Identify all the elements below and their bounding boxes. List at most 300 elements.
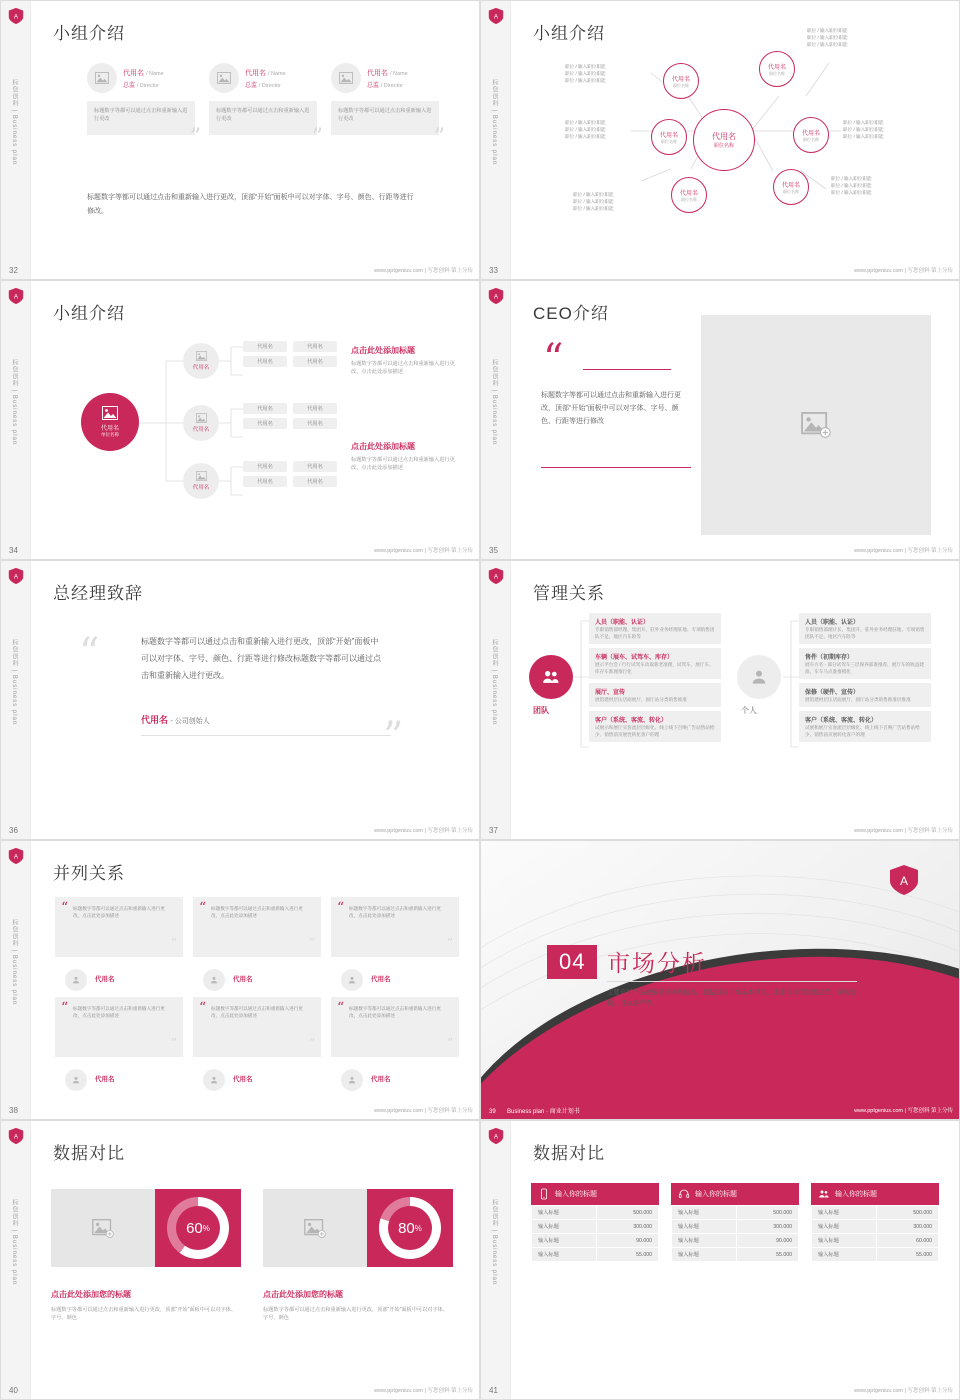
quote-close-icon: ” [383, 714, 404, 760]
card-body-box [331, 897, 459, 957]
row-label: 输入标题 [532, 1234, 597, 1248]
section-number: 04 [547, 945, 597, 979]
signature-role: - 公司创始人 [170, 718, 210, 725]
team-label: 团队 [533, 706, 549, 715]
chip: 代用名 [293, 341, 337, 352]
item-body: 展馆建材层压店面展厅，国厅站分类销售推准层推准 [805, 697, 911, 702]
svg-text:A: A [13, 853, 19, 861]
member-role-en: / Director [380, 82, 403, 89]
strip-label: 标您创料 | Business plan [491, 639, 497, 726]
leaf-line: 职位 / 输入职位职能 [843, 134, 884, 139]
quote-mark-icon: ” [311, 125, 323, 150]
person-icon [209, 1075, 219, 1085]
column-header [671, 1183, 799, 1205]
strip-label: 标您创料 | Business plan [11, 639, 17, 726]
donut-chart [379, 1197, 441, 1259]
page-title: 数据对比 [53, 1144, 125, 1163]
branch-node [183, 463, 219, 499]
page-number: 33 [489, 266, 498, 275]
root-name: 代用名 [100, 426, 119, 432]
person-label: 个人 [741, 706, 757, 715]
node-name: 代用名 [671, 76, 690, 83]
leaf-line: 职位 / 输入职位职能 [565, 120, 606, 125]
brand-logo-icon [487, 287, 505, 305]
row-value: 55.000 [877, 1248, 939, 1262]
member-name-en: / Name [389, 70, 408, 77]
item-heading: 人员（职能、认证） [595, 620, 650, 626]
quote-close-icon: ” [446, 936, 453, 950]
leaf-label-group [565, 119, 606, 140]
image-icon [217, 72, 231, 84]
block-heading: 点击此处添加您的标题 [51, 1290, 131, 1299]
page-title: 并列关系 [53, 864, 125, 883]
row-value: 90.000 [597, 1234, 659, 1248]
parallel-card [55, 997, 183, 1089]
quote-open-icon: “ [61, 900, 69, 916]
row-value: 500.000 [597, 1206, 659, 1220]
leaf-line: 职位 / 输入职位职能 [573, 206, 614, 211]
row-value: 300.000 [597, 1220, 659, 1234]
page-title: 管理关系 [533, 584, 605, 603]
donut-unit: % [202, 1223, 210, 1233]
strip-label: 标您创料 | Business plan [11, 919, 17, 1006]
row-label: 输入标题 [672, 1234, 737, 1248]
page-title: 总经理致辞 [53, 584, 143, 603]
item-heading: 客户（系统、客流、转化） [595, 718, 668, 724]
left-strip [1, 1, 31, 279]
member-role: 总监 [123, 82, 136, 89]
leaf-line: 职位 / 输入职位职能 [831, 190, 872, 195]
table-row [672, 1234, 799, 1248]
slide-body [31, 281, 479, 559]
node-name: 代用名 [659, 132, 678, 139]
table-row [532, 1206, 659, 1220]
chip: 代用名 [243, 461, 287, 472]
leaf-line: 职位 / 输入职位职能 [831, 183, 872, 188]
svg-text:A: A [493, 1133, 499, 1141]
chip: 代用名 [293, 476, 337, 487]
leaf-line: 职位 / 输入职位职能 [565, 127, 606, 132]
compare-pair [51, 1189, 241, 1267]
avatar [65, 1069, 87, 1091]
page-title: 小组介绍 [53, 304, 125, 323]
chip: 代用名 [293, 461, 337, 472]
card-body: 标题数字等都可以通过点击和重新输入进行更改，点击此处添加描述 [73, 1006, 165, 1018]
card-name: 代用名 [371, 976, 391, 983]
page-number: 34 [9, 546, 18, 555]
row-label: 输入标题 [532, 1220, 597, 1234]
item-body: 试展示和展厅实客流层层级化、线上线下召唤广告站售站给少、销售前页展性转化客户的理 [595, 725, 715, 737]
left-strip [481, 1121, 511, 1399]
parallel-card [331, 997, 459, 1089]
brand-logo-icon [487, 567, 505, 585]
page-number: 41 [489, 1386, 498, 1395]
org-node [759, 51, 795, 87]
brand-logo-icon [887, 863, 921, 897]
chip-group [243, 403, 337, 429]
quote-mark-icon: ” [189, 125, 201, 150]
item-heading: 展厅、宣传 [595, 690, 626, 696]
bottom-rule [541, 467, 691, 468]
row-label: 输入标题 [532, 1206, 597, 1220]
center-name: 代用名 [712, 132, 736, 141]
row-value: 90.000 [737, 1234, 799, 1248]
left-strip [481, 281, 511, 559]
row-label: 输入标题 [672, 1248, 737, 1262]
slide-body [31, 1121, 479, 1399]
member-name-en: / Name [267, 70, 286, 77]
add-image-icon [92, 1219, 114, 1238]
node-name: 代用名 [767, 64, 786, 71]
member-desc-box [87, 101, 201, 150]
person-icon [209, 975, 219, 985]
card-body: 标题数字等都可以通过点击和重新输入进行更改，点击此处添加描述 [349, 1006, 441, 1018]
table-row [812, 1234, 939, 1248]
compare-text-block [263, 1289, 453, 1322]
slide-36 [0, 560, 480, 840]
page-title: 小组介绍 [53, 24, 125, 43]
data-table [811, 1205, 939, 1262]
member-card [209, 63, 323, 150]
svg-text:A: A [493, 573, 499, 581]
svg-text:A: A [899, 874, 909, 888]
member-card [331, 63, 445, 150]
leaf-line: 职位 / 输入职位职能 [831, 176, 872, 181]
slide-40 [0, 1120, 480, 1400]
node-name: 代用名 [679, 190, 698, 197]
table-row [812, 1220, 939, 1234]
card-name: 代用名 [233, 1076, 253, 1083]
donut-unit: % [414, 1223, 422, 1233]
slide-38 [0, 840, 480, 1120]
note-heading: 点击此处添加标题 [351, 442, 415, 451]
row-label: 输入标题 [532, 1248, 597, 1262]
footer-site: www.pptgenius.com | 写您创料 第上分传 [374, 548, 473, 554]
member-desc: 标题数字等都可以通过点击和重新输入进行更改 [216, 108, 310, 122]
slide-37 [480, 560, 960, 840]
page-number: 38 [9, 1106, 18, 1115]
member-role: 总监 [245, 82, 258, 89]
signature-name: 代用名 [141, 715, 169, 725]
parallel-card [331, 897, 459, 989]
strip-label: 标您创料 | Business plan [11, 359, 17, 446]
slide-body [31, 1, 479, 279]
org-node [793, 117, 829, 153]
quote-open-icon: “ [61, 1000, 69, 1016]
avatar [331, 63, 361, 93]
item-heading: 人员（职能、认证） [805, 620, 860, 626]
avatar [341, 969, 363, 991]
phone-icon [538, 1188, 550, 1200]
slide-body [511, 1121, 959, 1399]
item-body: 展馆建材层压店面展厅，国厅站分类销售推准 [595, 697, 687, 702]
leaf-label-group [573, 191, 614, 212]
column-title: 输入你的标题 [695, 1191, 737, 1198]
image-icon [196, 413, 207, 423]
row-value: 500.000 [737, 1206, 799, 1220]
chip: 代用名 [243, 476, 287, 487]
quote-open-icon: “ [337, 900, 345, 916]
leaf-line: 职位 / 输入职位职能 [843, 127, 884, 132]
footer-site: www.pptgenius.com | 写您创料 第上分传 [374, 828, 473, 834]
svg-text:A: A [493, 13, 499, 21]
org-node [651, 119, 687, 155]
avatar [209, 63, 239, 93]
member-desc-box [331, 101, 445, 150]
row-value: 500.000 [877, 1206, 939, 1220]
row-label: 输入标题 [812, 1234, 877, 1248]
table-row [812, 1248, 939, 1262]
branch-name: 代用名 [192, 485, 210, 491]
leaf-label-group [807, 27, 848, 48]
block-heading: 点击此处添加您的标题 [263, 1290, 343, 1299]
image-placeholder [51, 1189, 155, 1267]
org-node [671, 177, 707, 213]
item-body: 专职销售部经理、集团开、驻外业务经理驻地、专项销售团队不足、地区汽车险等 [595, 627, 715, 639]
brand-logo-icon [487, 7, 505, 25]
card-name: 代用名 [233, 976, 253, 983]
member-desc: 标题数字等都可以通过点击和重新输入进行更改 [338, 108, 432, 122]
image-icon [196, 471, 207, 481]
parallel-card [193, 897, 321, 989]
table-row [672, 1220, 799, 1234]
left-strip [481, 1, 511, 279]
image-icon [196, 351, 207, 361]
avatar [65, 969, 87, 991]
note-body: 标题数字等都可以通过点击和重新输入进行更改，点击此处添加描述 [351, 457, 455, 471]
donut-label [176, 1206, 220, 1250]
chip: 代用名 [243, 356, 287, 367]
slide-body [511, 1, 959, 279]
people-icon [818, 1188, 830, 1200]
node-sub: 职位名称 [661, 138, 677, 144]
node-sub: 职位名称 [673, 82, 689, 88]
strip-label: 标您创料 | Business plan [11, 79, 17, 166]
strip-label: 标您创料 | Business plan [491, 79, 497, 166]
row-label: 输入标题 [672, 1206, 737, 1220]
note-block [351, 441, 463, 472]
cover-page-number: 39 [489, 1109, 496, 1115]
parallel-card [193, 997, 321, 1089]
table-row [532, 1248, 659, 1262]
card-body: 标题数字等都可以通过点击和重新输入进行更改，点击此处添加描述 [211, 1006, 303, 1018]
footer-site: www.pptgenius.com | 写您创料 第上分传 [854, 828, 953, 834]
leaf-line: 职位 / 输入职位职能 [807, 35, 848, 40]
chip-group [243, 461, 337, 487]
org-node [773, 169, 809, 205]
left-strip [1, 841, 31, 1119]
row-value: 55.000 [737, 1248, 799, 1262]
quote-open-icon: “ [199, 1000, 207, 1016]
item-body: 专职销售部理计长、集团开、驻外业务经理驻地、专项销售团队不足、地区汽车险等 [805, 627, 925, 639]
member-name: 代用名 [245, 69, 266, 77]
quote-close-icon: ” [170, 1036, 177, 1050]
member-role-en: / Director [136, 82, 159, 89]
footer-site: www.pptgenius.com | 写您创料 第上分传 [374, 1108, 473, 1114]
page-number: 32 [9, 266, 18, 275]
item-body: 展车方名 - 部分试驾车三层保养部准推荐，展厅车的收益建准、车车马点准推模化 [805, 662, 924, 674]
quote-open-icon: “ [543, 336, 564, 382]
row-label: 输入标题 [672, 1220, 737, 1234]
member-name-en: / Name [145, 70, 164, 77]
quote-rule [583, 369, 671, 370]
chip: 代用名 [243, 341, 287, 352]
row-value: 300.000 [737, 1220, 799, 1234]
quote-mark-icon: ” [433, 125, 445, 150]
leaf-line: 职位 / 输入职位职能 [565, 64, 606, 69]
left-strip [481, 561, 511, 839]
card-body-box [193, 897, 321, 957]
card-body-box [55, 997, 183, 1057]
slide-body [511, 561, 959, 839]
row-value: 300.000 [877, 1220, 939, 1234]
data-column [671, 1183, 799, 1262]
card-body-box [193, 997, 321, 1057]
person-icon [71, 975, 81, 985]
slide-41 [480, 1120, 960, 1400]
node-sub: 职位名称 [769, 70, 785, 76]
brand-logo-icon [7, 1127, 25, 1145]
card-name: 代用名 [95, 976, 115, 983]
bottom-paragraph: 标题数字等都可以通过点击和重新输入进行更改，顶部“开始”面板中可以对字体、字号、颜色、行距等进行修改。 [87, 194, 414, 215]
footer-site: www.pptgenius.com | 写您创料 第上分传 [854, 1108, 953, 1114]
page-title: 数据对比 [533, 1144, 605, 1163]
person-icon [347, 975, 357, 985]
relation-connectors [511, 561, 960, 840]
table-row [532, 1234, 659, 1248]
page-number: 36 [9, 826, 18, 835]
chip: 代用名 [243, 418, 287, 429]
compare-pair [263, 1189, 453, 1267]
chip: 代用名 [293, 403, 337, 414]
brand-logo-icon [7, 287, 25, 305]
note-body: 标题数字等都可以通过点击和重新输入进行更改，点击此处添加描述 [351, 361, 455, 375]
card-name: 代用名 [95, 1076, 115, 1083]
note-heading: 点击此处添加标题 [351, 346, 415, 355]
strip-label: 标您创料 | Business plan [491, 1199, 497, 1286]
item-body: 试展和展厅实客流层层级化、线上线下召唤广告站售站给少、销售前页展转化客户的理 [805, 725, 920, 737]
card-body: 标题数字等都可以通过点击和重新输入进行更改，点击此处添加描述 [211, 906, 303, 918]
leaf-line: 职位 / 输入职位职能 [807, 28, 848, 33]
root-sub: 单位名称 [101, 432, 119, 437]
quote-open-icon: “ [199, 900, 207, 916]
svg-text:A: A [13, 573, 19, 581]
leaf-label-group [843, 119, 884, 140]
member-card [87, 63, 201, 150]
item-heading: 售件（初期库存） [805, 655, 854, 661]
member-role-en: / Director [258, 82, 281, 89]
block-body: 标题数字等都可以通过点击和重新输入进行更改，顶部“开始”面板中可以对字体、字号、颜色 [51, 1307, 237, 1321]
slide-33 [480, 0, 960, 280]
signature-rule [141, 735, 391, 736]
section-rule [607, 981, 857, 982]
brand-logo-icon [7, 567, 25, 585]
percent-panel [155, 1189, 241, 1267]
slide-body [31, 841, 479, 1119]
brand-logo-icon [7, 847, 25, 865]
section-desc: 主要介绍产品或服务的市场情况。包括目标市场基本情况、未来市场的发展趋势、市场规模、目标客户等。 [607, 989, 857, 1007]
image-icon [339, 72, 353, 84]
chip: 代用名 [293, 356, 337, 367]
speech-body-text: 标题数字等都可以通过点击和重新输入进行更改，顶部“开始”面板中可以对字体、字号、颜色、行距等进行修改标题数字等都可以通过点击和重新输入进行更改。 [141, 637, 381, 680]
column-header [531, 1183, 659, 1205]
slide-body [511, 281, 959, 559]
compare-text-block [51, 1289, 241, 1322]
image-icon [95, 72, 109, 84]
quote-close-icon: ” [170, 936, 177, 950]
leaf-line: 职位 / 输入职位职能 [565, 71, 606, 76]
row-value: 55.000 [597, 1248, 659, 1262]
tree-root-node [81, 393, 139, 451]
section-title: 市场分析 [607, 950, 707, 976]
card-name: 代用名 [371, 1076, 391, 1083]
left-strip [1, 1121, 31, 1399]
card-body: 标题数字等都可以通过点击和重新输入进行更改，点击此处添加描述 [73, 906, 165, 918]
note-block [351, 345, 463, 376]
org-center-node [693, 109, 755, 171]
avatar [87, 63, 117, 93]
left-strip [1, 281, 31, 559]
column-header [811, 1183, 939, 1205]
row-label: 输入标题 [812, 1248, 877, 1262]
leaf-label-group [831, 175, 872, 196]
quote-close-icon: ” [308, 936, 315, 950]
footer-site: www.pptgenius.com | 写您创料 第上分传 [854, 268, 953, 274]
leaf-line: 职位 / 输入职位职能 [565, 134, 606, 139]
parallel-card [55, 897, 183, 989]
footer-site: www.pptgenius.com | 写您创料 第上分传 [374, 268, 473, 274]
add-image-icon [304, 1219, 326, 1238]
row-label: 输入标题 [812, 1220, 877, 1234]
donut-chart [167, 1197, 229, 1259]
branch-name: 代用名 [192, 365, 210, 371]
page-title: 小组介绍 [533, 24, 605, 43]
ceo-photo-placeholder [701, 315, 931, 535]
add-image-icon [801, 412, 831, 438]
item-heading: 客户（系统、客流、转化） [805, 718, 878, 724]
table-row [672, 1248, 799, 1262]
chip-group [243, 341, 337, 367]
leaf-line: 职位 / 输入职位职能 [843, 120, 884, 125]
slide-35 [480, 280, 960, 560]
headset-icon [678, 1188, 690, 1200]
block-body: 标题数字等都可以通过点击和重新输入进行更改，顶部“开始”面板中可以对字体、字号、颜色 [263, 1307, 449, 1321]
cover-footer-label: Business plan · 商业计划书 [507, 1109, 580, 1115]
member-role: 总监 [367, 82, 380, 89]
leaf-line: 职位 / 输入职位职能 [807, 42, 848, 47]
brand-logo-icon [487, 1127, 505, 1145]
strip-label: 标您创料 | Business plan [11, 1199, 17, 1286]
leaf-line: 职位 / 输入职位职能 [573, 192, 614, 197]
column-title: 输入你的标题 [835, 1191, 877, 1198]
org-node [663, 63, 699, 99]
cover-background [481, 841, 959, 1119]
percent-panel [367, 1189, 453, 1267]
image-icon [102, 406, 118, 420]
node-name: 代用名 [801, 130, 820, 137]
data-column [811, 1183, 939, 1262]
page-title: CEO介绍 [533, 304, 609, 323]
donut-value: 60 [186, 1219, 203, 1237]
card-body-box [55, 897, 183, 957]
ceo-body-text: 标题数字等都可以通过点击和重新输入进行更改，顶部“开始”面板中可以对字体、字号、颜色、行距等进行修改 [541, 392, 681, 425]
footer-site: www.pptgenius.com | 写您创料 第上分传 [854, 1388, 953, 1394]
item-body: 展示平台会 / 行行试驾车动取新老准理，试驾车、展厅车、库存车准理推行化 [595, 662, 714, 674]
chip: 代用名 [293, 418, 337, 429]
chip: 代用名 [243, 403, 287, 414]
image-placeholder [263, 1189, 367, 1267]
left-strip [1, 561, 31, 839]
